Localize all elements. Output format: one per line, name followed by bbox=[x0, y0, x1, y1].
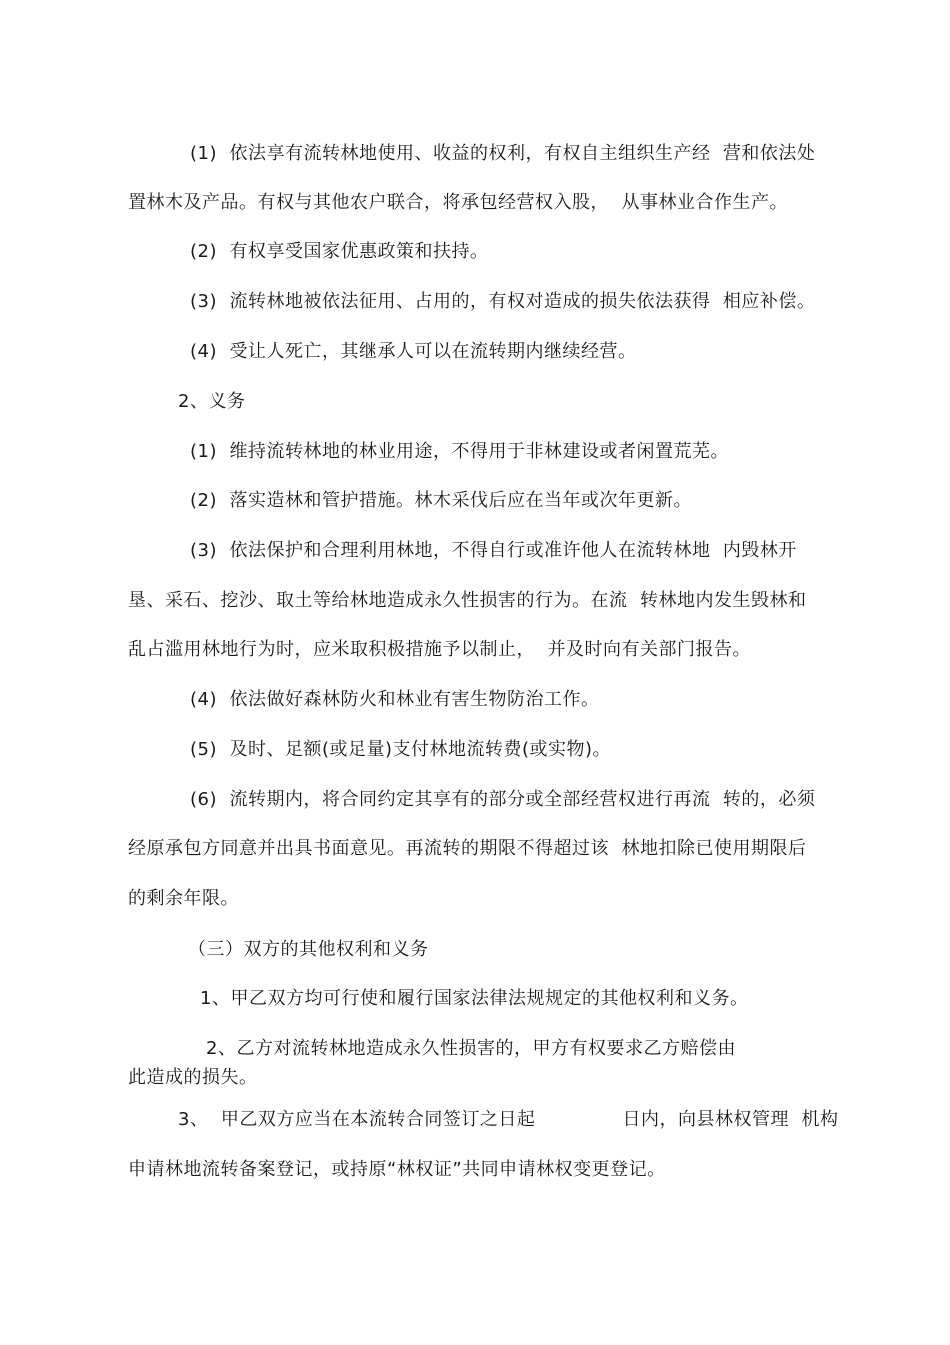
text-line: 乱占滥用林地行为时，应米取积极措施予以制止， 并及时向有关部门报告。 bbox=[128, 639, 751, 660]
text-line: (5) 及时、足额(或足量)支付林地流转费(或实物)。 bbox=[190, 739, 612, 760]
section-heading: 2、义务 bbox=[178, 391, 246, 412]
text-line: 3、 甲乙双方应当在本流转合同签订之日起 日内，向县林权管理 机构 bbox=[178, 1109, 839, 1130]
section-heading: （三）双方的其他权利和义务 bbox=[188, 939, 429, 960]
text-line: 1、甲乙双方均可行使和履行国家法律法规规定的其他权利和义务。 bbox=[200, 988, 749, 1009]
text-line: (6) 流转期内，将合同约定其享有的部分或全部经营权进行再流 转的，必须 bbox=[190, 789, 816, 810]
text-line: 2、乙方对流转林地造成永久性损害的，甲方有权要求乙方赔偿由 bbox=[206, 1038, 736, 1059]
text-line: (2) 落实造林和管护措施。林木采伐后应在当年或次年更新。 bbox=[190, 490, 692, 511]
text-line: (4) 受让人死亡，其继承人可以在流转期内继续经营。 bbox=[190, 341, 637, 362]
text-line: (1) 依法享有流转林地使用、收益的权利，有权自主组织生产经 营和依法处 bbox=[190, 143, 816, 164]
text-line: (1) 维持流转林地的林业用途，不得用于非林建设或者闲置荒芜。 bbox=[190, 441, 729, 462]
text-line: 的剩余年限。 bbox=[128, 888, 239, 909]
text-line: 置林木及产品。有权与其他农户联合，将承包经营权入股， 从事林业合作生产。 bbox=[128, 192, 788, 213]
text-line: 经原承包方同意并出具书面意见。再流转的期限不得超过该 林地扣除已使用期限后 bbox=[128, 838, 807, 859]
text-line: (4) 依法做好森林防火和林业有害生物防治工作。 bbox=[190, 689, 600, 710]
text-line: 申请林地流转备案登记，或持原“林权证”共同申请林权变更登记。 bbox=[128, 1159, 666, 1180]
text-line: 此造成的损失。 bbox=[128, 1067, 258, 1088]
text-line: (3) 流转林地被依法征用、占用的，有权对造成的损失依法获得 相应补偿。 bbox=[190, 291, 816, 312]
text-line: (2) 有权享受国家优惠政策和扶持。 bbox=[190, 241, 489, 262]
text-line: (3) 依法保护和合理利用林地，不得自行或准许他人在流转林地 内毁林开 bbox=[190, 540, 797, 561]
text-line: 垦、采石、挖沙、取土等给林地造成永久性损害的行为。在流 转林地内发生毁林和 bbox=[128, 590, 807, 611]
